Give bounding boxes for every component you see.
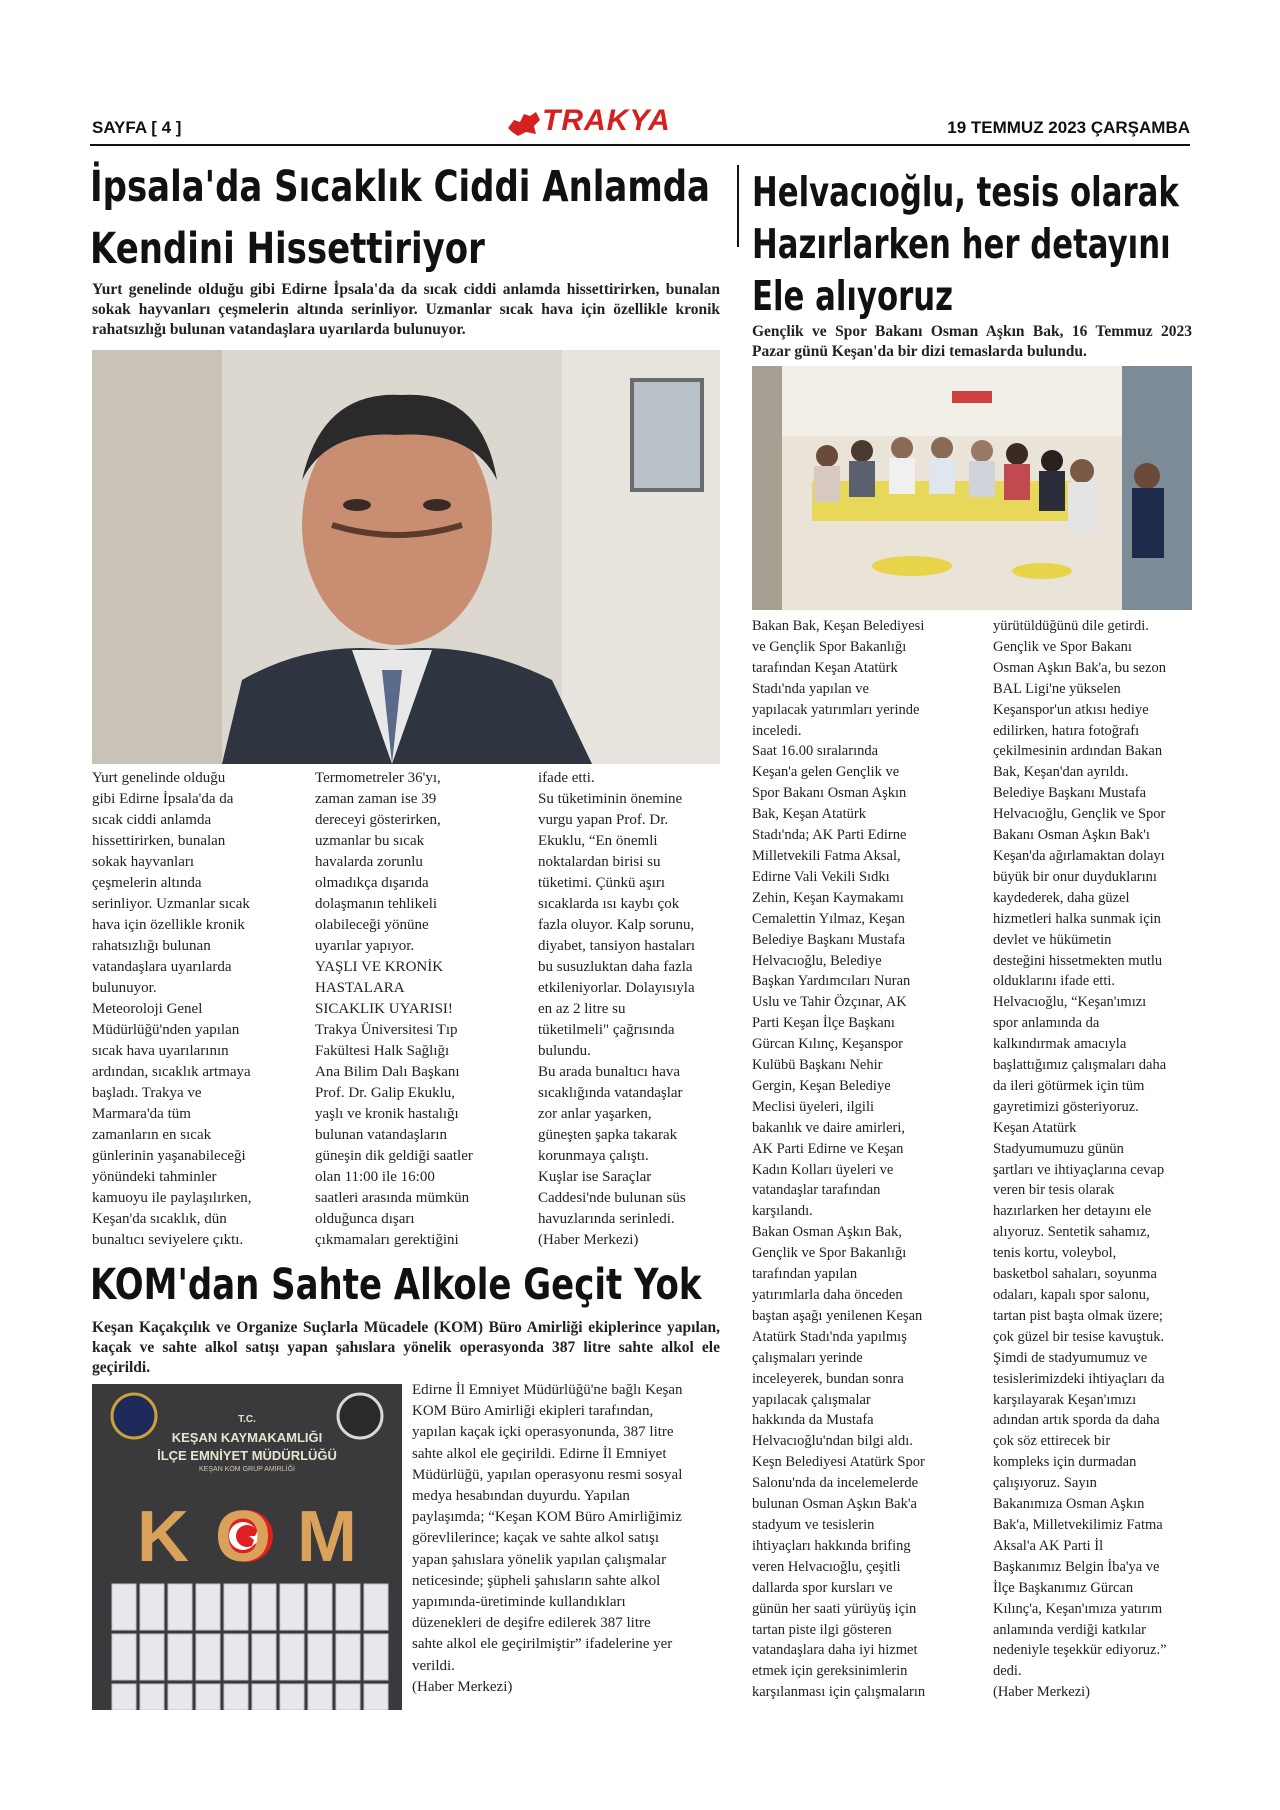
logo-text: TRAKYA [542, 104, 671, 137]
banner-line2: KEŞAN KAYMAKAMLIĞI [171, 1430, 323, 1445]
article1-column3: ifade etti. Su tüketiminin önemine vurgu yapan Prof. Dr. Ekuklu, “En önemli noktalardan birisi su tüketimi. Çünkü aşırı sıcaklarda ısı kaybı çok fazla oluyor. Kalp sorunu, diyabet, tansiyon hastaları bu susuzluktan daha fazla etkileniyorlar. Dolayısıyla en az 2 litre su tüketilmeli" çağrısında bulundu. Bu arada bunaltıcı hava sıcaklığında vatandaşlar zor anlar yaşarken, güneşten şapka takarak korunmaya çalıştı. Kuşlar ise Saraçlar Caddesi'nde bulunan süs havuzlarında serinledi. (Haber Merkezi) [538, 770, 696, 1248]
article2-column2: yürütüldüğünü dile getirdi. Gençlik ve Spor Bakanı Osman Aşkın Bak'a, bu sezon BAL Ligi'ne yükselen Keşanspor'un atkısı hediye edilirken, hatıra fotoğrafı çekilmesinin ardından Bakan Bak, Keşan'dan ayrıldı. Belediye Başkanı Mustafa Helvacıoğlu, Gençlik ve Spor Bakanı Osman Aşkın Bak'ı Keşan'da ağırlamaktan dolayı büyük bir onur duyduklarını kaydederek, daha güzel hizmetleri halka sunmak için devlet ve hükümetin desteğini hissetmekten mutlu olduklarını ifade etti. Helvacıoğlu, “Keşan'ımızı spor anlamında da kalkındırmak amacıyla başlattığımız çalışmaları daha da ileri götürmek için tüm gayretimizi gösteriyoruz. Keşan Atatürk Stadyumumuzu günün şartları ve ihtiyaçlarına cevap veren bir tesis olarak hazırlarken her detayını ele alıyoruz. Sentetik sahamız, tenis kortu, voleybol, basketbol sahaları, soyunma odaları, kapalı spor salonu, tartan pist başta olmak üzere; çok güzel bir tesise kavuştuk. Şimdi de stadyumumuz ve tesislerimizdeki ihtiyaçları da karşılayarak Keşan'ımızı adından artık sporda da daha çok söz ettirecek bir kompleks için durmadan çalışıyoruz. Sayın Bakanımıza Osman Aşkın Bak'a, Milletvekilimiz Fatma Aksal'a AK Parti İl Başkanımız Belgin İba'ya ve İlçe Başkanımız Gürcan Kılınç'a, Keşan'ımıza yatırım anlamında verdiği katkılar nedeniyle teşekkür ediyoruz.” dedi. (Haber Merkezi) [993, 618, 1167, 1701]
banner-line4: KEŞAN KOM GRUP AMİRLİĞİ [199, 1466, 295, 1473]
banner-line3: İLÇE EMNİYET MÜDÜRLÜĞÜ [157, 1448, 337, 1463]
article2-photo [752, 366, 1192, 610]
article3-body: Edirne İl Emniyet Müdürlüğü'ne bağlı Keşan KOM Büro Amirliği ekipleri tarafından, yapılan kaçak içki operasyonunda, 387 litre sahte alkol ele geçirildi. Edirne İl Emniyet Müdürlüğü, yapılan operasyonu resmi sosyal medya hesabından duyurdu. Yapılan paylaşımda; “Keşan KOM Büro Amirliğimiz görevlilerince; kaçak ve sahte alkol satışı yapan şahıslara yönelik yapılan çalışmalar neticesinde; şüpheli şahısların sahte alkol yapımında-üretiminde kullandıkları düzenekleri de deşifre edilerek 387 litre sahte alkol ele geçirilmiştir” ifadelerine yer verildi. (Haber Merkezi) [412, 1382, 683, 1695]
article1-title-line2: Kendini Hissettiriyor [90, 224, 485, 274]
banner-kom: KOM [137, 1497, 383, 1577]
header-rule [90, 144, 1190, 146]
article1-column1: Yurt genelinde olduğu gibi Edirne İpsala'da da sıcak ciddi anlamda hissettirirken, bunalan sokak hayvanları çeşmelerin altında serinliyor. Uzmanlar sıcak hava için özellikle kronik rahatsızlığı bulunan vatandaşlara uyarılarda bulunuyor. Meteoroloji Genel Müdürlüğü'nden yapılan sıcak hava uyarılarının ardından, sıcaklık artmaya başladı. Trakya ve Marmara'da tüm zamanların en sıcak günlerinin yaşanabileceği yönündeki tahminler kamuoyu ile paylaşılırken, Keşan'da sıcaklık, dün bunaltıcı seviyelere çıktı. [92, 770, 252, 1248]
article1-photo [92, 350, 720, 764]
article2-lead: Gençlik ve Spor Bakanı Osman Aşkın Bak, 16 Temmuz 2023 Pazar günü Keşan'da bir dizi temaslarda bulundu. [752, 323, 1192, 360]
trakya-map-icon [506, 108, 542, 140]
article2-column1: Bakan Bak, Keşan Belediyesi ve Gençlik Spor Bakanlığı tarafından Keşan Atatürk Stadı'nda yapılan ve yapılacak yatırımları yerinde inceledi. Saat 16.00 sıralarında Keşan'a gelen Gençlik ve Spor Bakanı Osman Aşkın Bak, Keşan Atatürk Stadı'nda; AK Parti Edirne Milletvekili Fatma Aksal, Edirne Vali Vekili Sıdkı Zehin, Keşan Kaymakamı Cemalettin Yılmaz, Keşan Belediye Başkanı Mustafa Helvacıoğlu, Belediye Başkan Yardımcıları Nuran Uslu ve Tahir Özçınar, AK Parti Keşan İlçe Başkanı Gürcan Kılınç, Keşanspor Kulübü Başkanı Nehir Gergin, Keşan Belediye Meclisi üyeleri, ilgili bakanlık ve daire amirleri, AK Parti Edirne ve Keşan Kadın Kolları üyeleri ve vatandaşlar tarafından karşılandı. Bakan Osman Aşkın Bak, Gençlik ve Spor Bakanlığı tarafından yapılan yatırımlarla daha önceden baştan aşağı yenilenen Keşan Atatürk Stadı'nda yapılmış çalışmaları yerinde inceleyerek, bundan sonra yapılacak çalışmalar hakkında da Mustafa Helvacıoğlu'ndan bilgi aldı. Keşn Belediyesi Atatürk Spor Salonu'nda da incelemelerde bulunan Osman Aşkın Bak'a stadyum ve tesislerin ihtiyaçları hakkında brifing veren Helvacıoğlu, çeşitli dallarda spor kursları ve günün her saati yürüyüş için tartan piste ilgi gösteren vatandaşlara daha iyi hizmet etmek için gereksinimlerin karşılanması için çalışmaların [752, 618, 926, 1701]
article2-title-line3: Ele alıyoruz [752, 272, 954, 320]
issue-date: 19 TEMMUZ 2023 ÇARŞAMBA [947, 118, 1190, 137]
masthead-logo [506, 104, 706, 144]
article1-title-line1: İpsala'da Sıcaklık Ciddi Anlamda [90, 162, 710, 212]
article1-lead: Yurt genelinde olduğu gibi Edirne İpsala'da da sıcak ciddi anlamda hissettirirken, bunalan sokak hayvanları çeşmelerin altında serinliyor. Uzmanlar sıcak hava için özellikle kronik rahatsızlığı bulunan vatandaşlara uyarılarda bulunuyor. [92, 281, 720, 338]
portrait-image [92, 350, 720, 764]
banner-tc: T.C. [238, 1414, 256, 1425]
article2-title-line1: Helvacıoğlu, tesis olarak [752, 168, 1179, 216]
article3-photo [92, 1384, 402, 1710]
article3-lead: Keşan Kaçakçılık ve Organize Suçlarla Mücadele (KOM) Büro Amirliği ekiplerince yapılan, kaçak ve sahte alkol satışı yapan şahıslara yönelik operasyonda 387 litre sahte alkol ele geçirildi. [92, 1319, 720, 1376]
column-separator [737, 165, 739, 247]
meeting-image [752, 366, 1192, 610]
page-number: SAYFA [ 4 ] [92, 118, 182, 137]
article2-title-line2: Hazırlarken her detayını [752, 220, 1171, 268]
article1-column2: Termometreler 36'yı, zaman zaman ise 39 dereceyi gösterirken, uzmanlar bu sıcak havalarda zorunlu olmadıkça dışarıda dolaşmanın tehlikeli olabileceği yönüne uyarılar yapıyor. YAŞLI VE KRONİK HASTALARA SICAKLIK UYARISI! Trakya Üniversitesi Tıp Fakültesi Halk Sağlığı Ana Bilim Dalı Başkanı Prof. Dr. Galip Ekuklu, yaşlı ve kronik hastalığı bulunan vatandaşların güneşin dik geldiği saatler olan 11:00 ile 16:00 saatleri arasında mümkün olduğunca dışarı çıkmamaları gerektiğini [315, 770, 473, 1248]
article3-title: KOM'dan Sahte Alkole Geçit Yok [90, 1260, 702, 1310]
